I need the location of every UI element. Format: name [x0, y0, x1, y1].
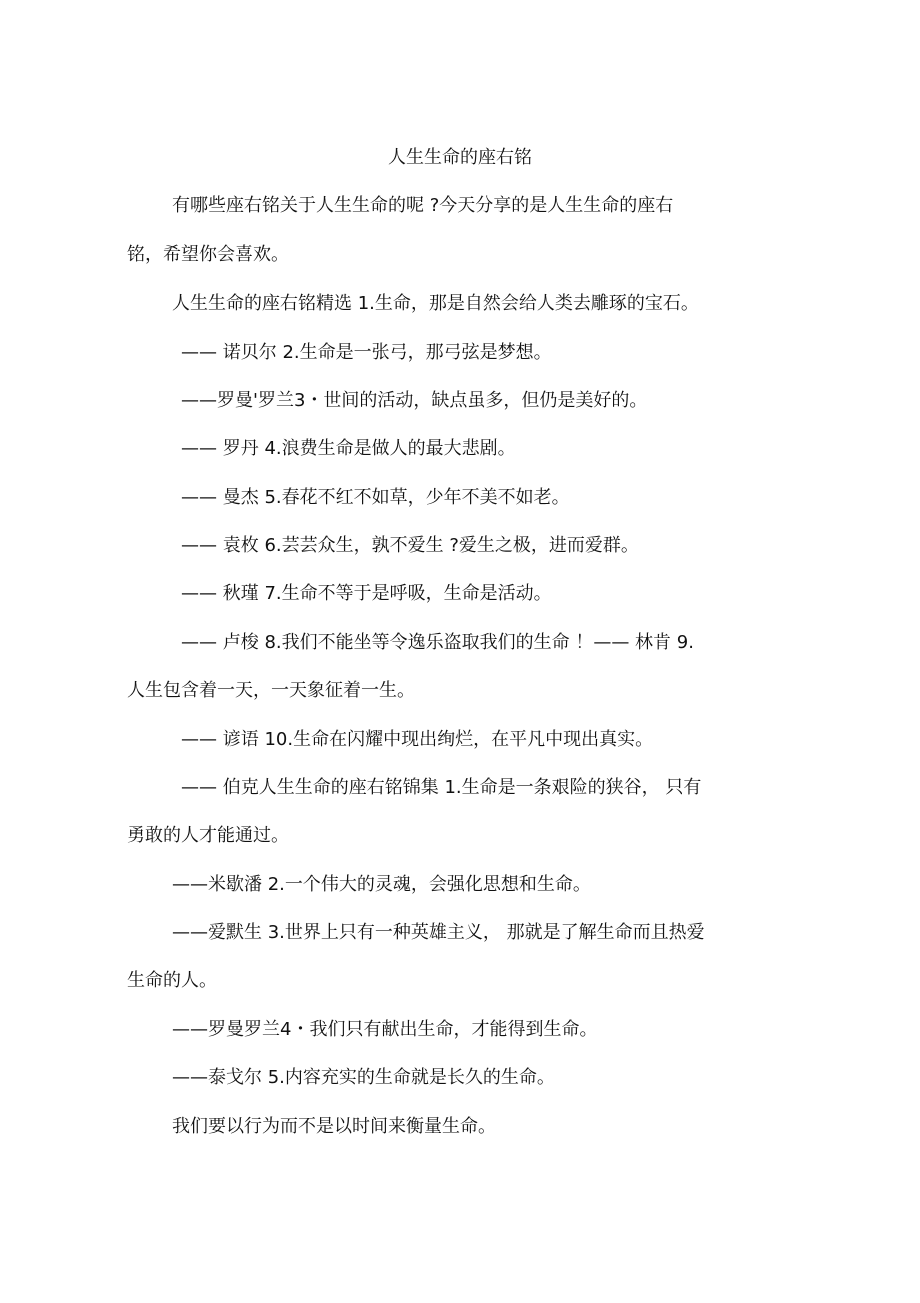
paragraph-line-5: ——罗曼'罗兰3・世间的活动，缺点虽多，但仍是美好的。 [181, 390, 648, 411]
paragraph-line-19: ——泰戈尔 5.内容充实的生命就是长久的生命。 [172, 1067, 555, 1088]
paragraph-line-8: —— 袁枚 6.芸芸众生，孰不爱生 ?爱生之极，进而爱群。 [181, 535, 639, 556]
paragraph-line-13: —— 伯克人生生命的座右铭锦集 1.生命是一条艰险的狭谷， 只有 [181, 777, 702, 798]
paragraph-line-20: 我们要以行为而不是以时间来衡量生命。 [172, 1116, 496, 1137]
paragraph-line-12: —— 谚语 10.生命在闪耀中现出绚烂，在平凡中现出真实。 [181, 729, 654, 750]
document-title: 人生生命的座右铭 [388, 147, 532, 168]
paragraph-line-2: 铭，希望你会喜欢。 [127, 244, 289, 265]
paragraph-line-3: 人生生命的座右铭精选 1.生命，那是自然会给人类去雕琢的宝石。 [172, 293, 699, 314]
paragraph-line-14: 勇敢的人才能通过。 [127, 825, 289, 846]
paragraph-line-4: —— 诺贝尔 2.生命是一张弓，那弓弦是梦想。 [181, 342, 552, 363]
paragraph-line-15: ——米歇潘 2.一个伟大的灵魂，会强化思想和生命。 [172, 874, 591, 895]
paragraph-line-6: —— 罗丹 4.浪费生命是做人的最大悲剧。 [181, 438, 516, 459]
paragraph-line-10: —— 卢梭 8.我们不能坐等令逸乐盗取我们的生命 ！—— 林肯 9. [181, 632, 694, 653]
paragraph-line-18: ——罗曼罗兰4・我们只有献出生命，才能得到生命。 [172, 1019, 598, 1040]
paragraph-line-11: 人生包含着一天，一天象征着一生。 [127, 680, 415, 701]
paragraph-line-1: 有哪些座右铭关于人生生命的呢 ?今天分享的是人生生命的座右 [172, 195, 674, 216]
paragraph-line-16: ——爱默生 3.世界上只有一种英雄主义， 那就是了解生命而且热爱 [172, 922, 705, 943]
paragraph-line-7: —— 曼杰 5.春花不红不如草，少年不美不如老。 [181, 487, 570, 508]
paragraph-line-9: —— 秋瑾 7.生命不等于是呼吸，生命是活动。 [181, 583, 552, 604]
paragraph-line-17: 生命的人。 [127, 970, 217, 991]
